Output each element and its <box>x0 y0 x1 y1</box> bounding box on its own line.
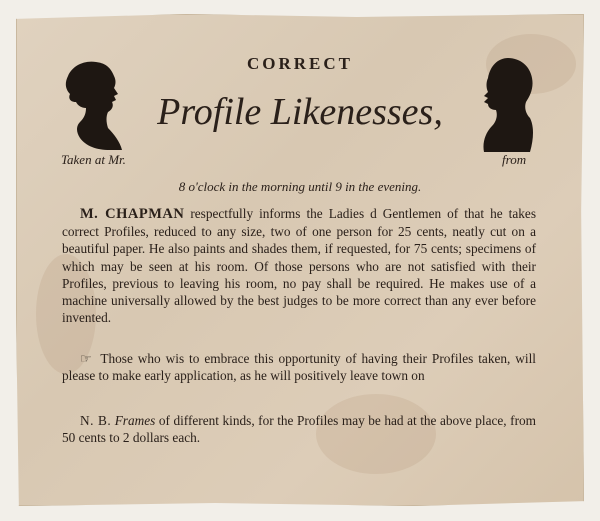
heading-correct: CORRECT <box>246 54 353 73</box>
advertiser-name: M. CHAPMAN <box>80 206 185 222</box>
frames-word: Frames <box>114 413 156 428</box>
paragraph-main <box>62 205 536 326</box>
nb-label: N. B. <box>80 413 112 428</box>
paragraph-main-text: respectfully informs the Ladies d Gentlemen of that he takes correct Profiles, reduced to any size, two of one person for 25 cents, neatly cut on a beautiful paper. He also paints and shades them, if requested, for 75 cents; specimens of which may be seen at his room. Of those persons who are not satisfied with their Profiles, previous to leaving his room, no pay shall be required. He makes use of a machine universally allowed by the best judges to be more correct than any ever before invented. <box>62 206 536 326</box>
paragraph-application <box>62 350 536 384</box>
taken-at-label: Taken at Mr. <box>61 152 126 167</box>
pointing-hand-icon: ☞ <box>80 351 92 366</box>
paragraph-nota-bene <box>62 412 536 446</box>
heading-profile-likenesses: Profile Likenesses, <box>157 91 443 133</box>
hours-line: 8 o'clock in the morning until 9 in the evening. <box>178 179 422 194</box>
paragraph-nota-bene-text: of different kinds, for the Profiles may be had at the above place, from 50 cents to 2 dollars each. <box>62 413 536 446</box>
paragraph-application-text: Those who wis to embrace this opportunity of having their Profiles taken, will please to make early application, as he will positively leave town on <box>62 351 536 384</box>
from-label: from <box>502 152 527 167</box>
